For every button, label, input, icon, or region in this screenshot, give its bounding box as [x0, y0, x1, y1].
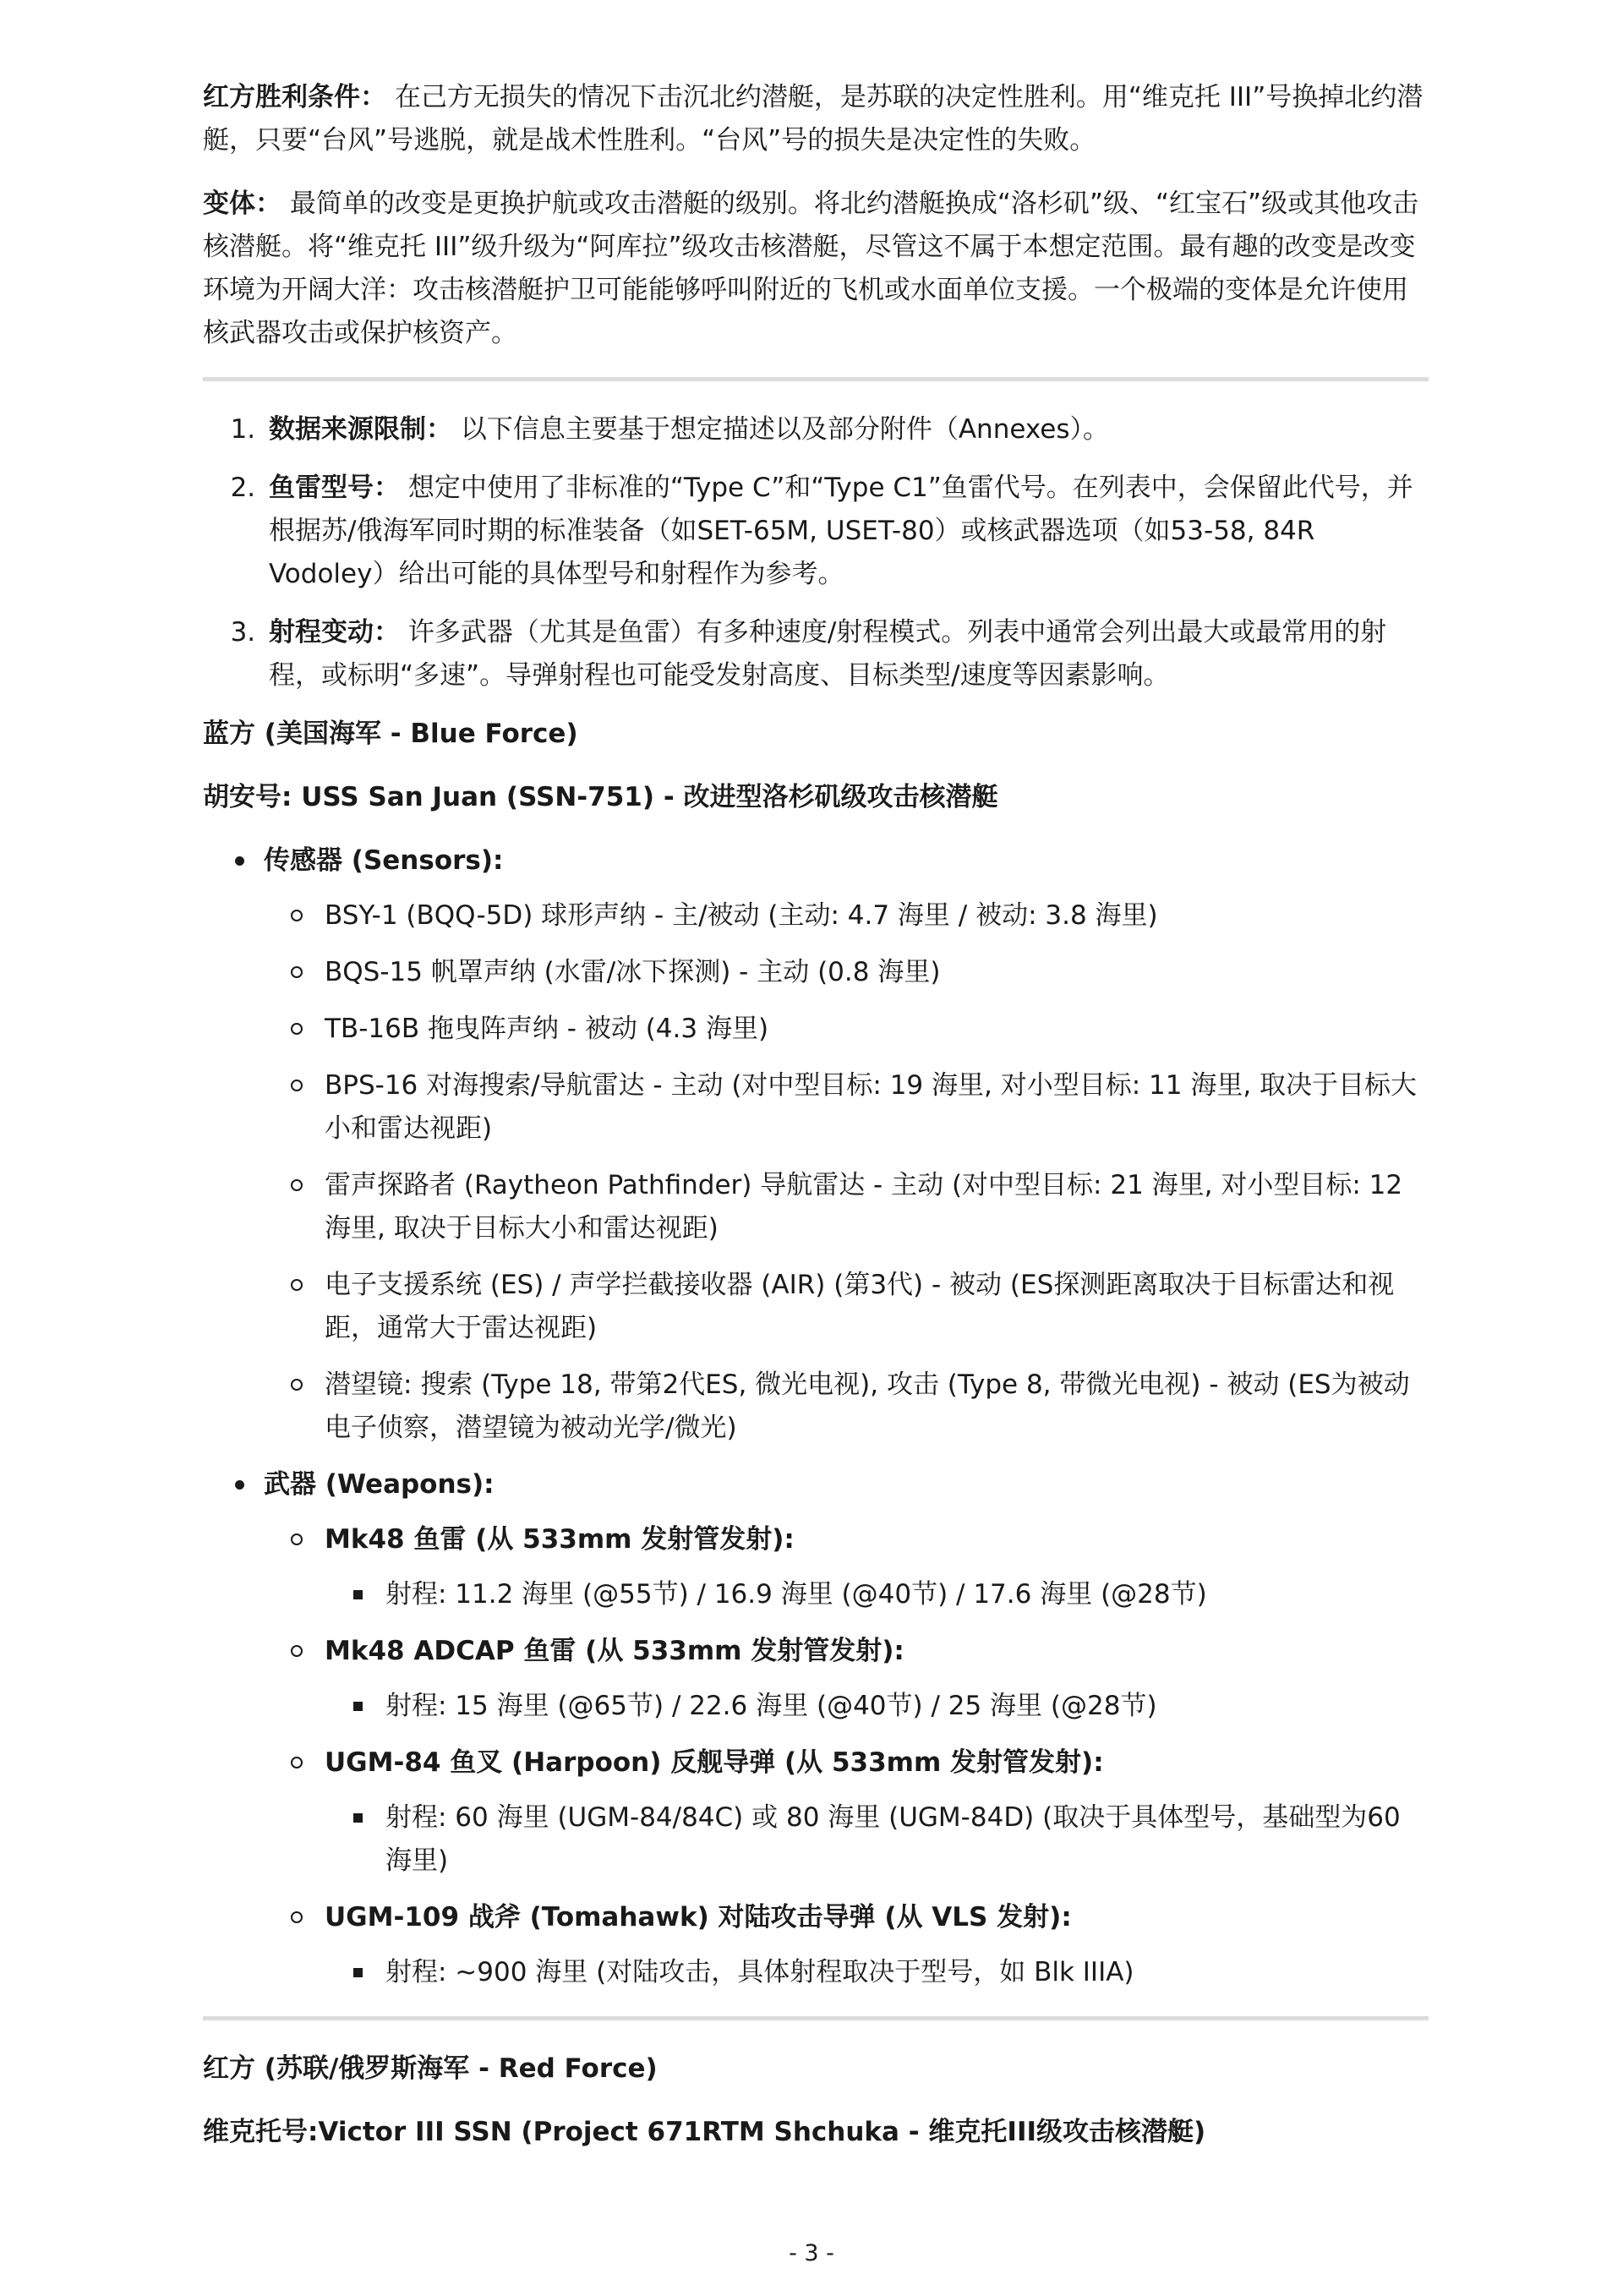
weapons-section [203, 1463, 1429, 1994]
variants-text: 最简单的改变是更换护航或攻击潜艇的级别。将北约潜艇换成“洛杉矶”级、“红宝石”级或其他攻击核潜艇。将“维克托 III”级升级为“阿库拉”级攻击核潜艇，尽管这不属于本想定范围。最有趣的改变是改变环境为开阔大洋：攻击核潜艇护卫可能能够呼叫附近的飞机或水面单位支援。一个极端的变体是允许使用核武器攻击或保护核资产。 [203, 189, 1419, 348]
section-divider [203, 2016, 1429, 2020]
red-force-heading: 红方 (苏联/俄罗斯海军 - Red Force) [203, 2053, 658, 2084]
sensors-section [203, 839, 1429, 1450]
weapon-item [264, 1630, 1429, 1728]
blue-force-heading: 蓝方 (美国海军 - Blue Force) [203, 719, 578, 749]
note-item [264, 408, 1429, 451]
sensor-item: 电子支援系统 (ES) / 声学拦截接收器 (AIR) (第3代) - 被动 (ES探测距离取决于目标雷达和视距，通常大于雷达视距) [264, 1264, 1429, 1350]
sensor-item: BPS-16 对海搜索/导航雷达 - 主动 (对中型目标: 19 海里, 对小型目标: 11 海里, 取决于目标大小和雷达视距) [264, 1064, 1429, 1151]
sensors-label: 传感器 (Sensors): [264, 845, 504, 876]
weapon-name: UGM-84 鱼叉 (Harpoon) 反舰导弹 (从 533mm 发射管发射): [325, 1747, 1104, 1778]
sensor-item: 雷声探路者 (Raytheon Pathfinder) 导航雷达 - 主动 (对中型目标: 21 海里, 对小型目标: 12 海里, 取决于目标大小和雷达视距) [264, 1164, 1429, 1250]
variants-label: 变体： [203, 189, 281, 219]
victory-conditions-label: 红方胜利条件： [203, 82, 386, 112]
note-item [264, 611, 1429, 697]
note-text: 以下信息主要基于想定描述以及部分附件（Annexes）。 [452, 414, 1109, 445]
weapon-name: Mk48 鱼雷 (从 533mm 发射管发射): [325, 1524, 795, 1555]
note-label: 数据来源限制： [269, 414, 452, 445]
sensors-list [264, 894, 1429, 1450]
weapon-detail-list [325, 1685, 1429, 1728]
note-label: 鱼雷型号： [269, 473, 400, 503]
section-divider [203, 377, 1429, 381]
note-text: 想定中使用了非标准的“Type C”和“Type C1”鱼雷代号。在列表中，会保留此代号，并根据苏/俄海军同时期的标准装备（如SET-65M, USET-80）或核武器选项（如53-58, 84R Vodoley）给出可能的具体型号和射程作为参考。 [269, 473, 1413, 589]
sensor-item: TB-16B 拖曳阵声纳 - 被动 (4.3 海里) [264, 1008, 1429, 1051]
weapon-detail-list [325, 1951, 1429, 1994]
weapon-item [264, 1518, 1429, 1616]
notes-list [203, 408, 1429, 697]
sensor-item: BQS-15 帆罩声纳 (水雷/冰下探测) - 主动 (0.8 海里) [264, 951, 1429, 994]
victory-conditions-paragraph [203, 76, 1429, 162]
weapon-detail-list [325, 1796, 1429, 1883]
note-label: 射程变动： [269, 617, 400, 648]
weapon-range: 射程: 15 海里 (@65节) / 22.6 海里 (@40节) / 25 海里 (@28节) [325, 1685, 1429, 1728]
note-text: 许多武器（尤其是鱼雷）有多种速度/射程模式。列表中通常会列出最大或最常用的射程，或标明“多速”。导弹射程也可能受发射高度、目标类型/速度等因素影响。 [269, 617, 1387, 691]
sensor-item: 潜望镜: 搜索 (Type 18, 带第2代ES, 微光电视), 攻击 (Type 8, 带微光电视) - 被动 (ES为被动电子侦察，潜望镜为被动光学/微光) [264, 1364, 1429, 1450]
weapon-name: UGM-109 战斧 (Tomahawk) 对陆攻击导弹 (从 VLS 发射): [325, 1902, 1072, 1932]
red-ship-heading: 维克托号:Victor III SSN (Project 671RTM Shchuka - 维克托III级攻击核潜艇) [203, 2117, 1206, 2147]
blue-ship-details [203, 839, 1429, 1994]
page-number: - 3 - [789, 2240, 834, 2266]
sensor-item: BSY-1 (BQQ-5D) 球形声纳 - 主/被动 (主动: 4.7 海里 / 被动: 3.8 海里) [264, 894, 1429, 938]
weapon-range: 射程: ~900 海里 (对陆攻击，具体射程取决于型号，如 Blk IIIA) [325, 1951, 1429, 1994]
weapon-detail-list [325, 1573, 1429, 1616]
note-item [264, 467, 1429, 596]
victory-conditions-text: 在己方无损失的情况下击沉北约潜艇，是苏联的决定性胜利。用“维克托 III”号换掉北约潜艇，只要“台风”号逃脱，就是战术性胜利。“台风”号的损失是决定性的失败。 [203, 82, 1424, 156]
weapon-item [264, 1741, 1429, 1883]
page-content [203, 76, 1429, 2174]
weapon-name: Mk48 ADCAP 鱼雷 (从 533mm 发射管发射): [325, 1636, 904, 1666]
variants-paragraph [203, 183, 1429, 355]
weapons-label: 武器 (Weapons): [264, 1469, 495, 1500]
weapons-list [264, 1518, 1429, 1994]
weapon-item [264, 1896, 1429, 1994]
weapon-range: 射程: 60 海里 (UGM-84/84C) 或 80 海里 (UGM-84D) (取决于具体型号，基础型为60 海里) [325, 1796, 1429, 1883]
blue-ship-heading: 胡安号: USS San Juan (SSN-751) - 改进型洛杉矶级攻击核潜艇 [203, 782, 998, 812]
weapon-range: 射程: 11.2 海里 (@55节) / 16.9 海里 (@40节) / 17.6 海里 (@28节) [325, 1573, 1429, 1616]
